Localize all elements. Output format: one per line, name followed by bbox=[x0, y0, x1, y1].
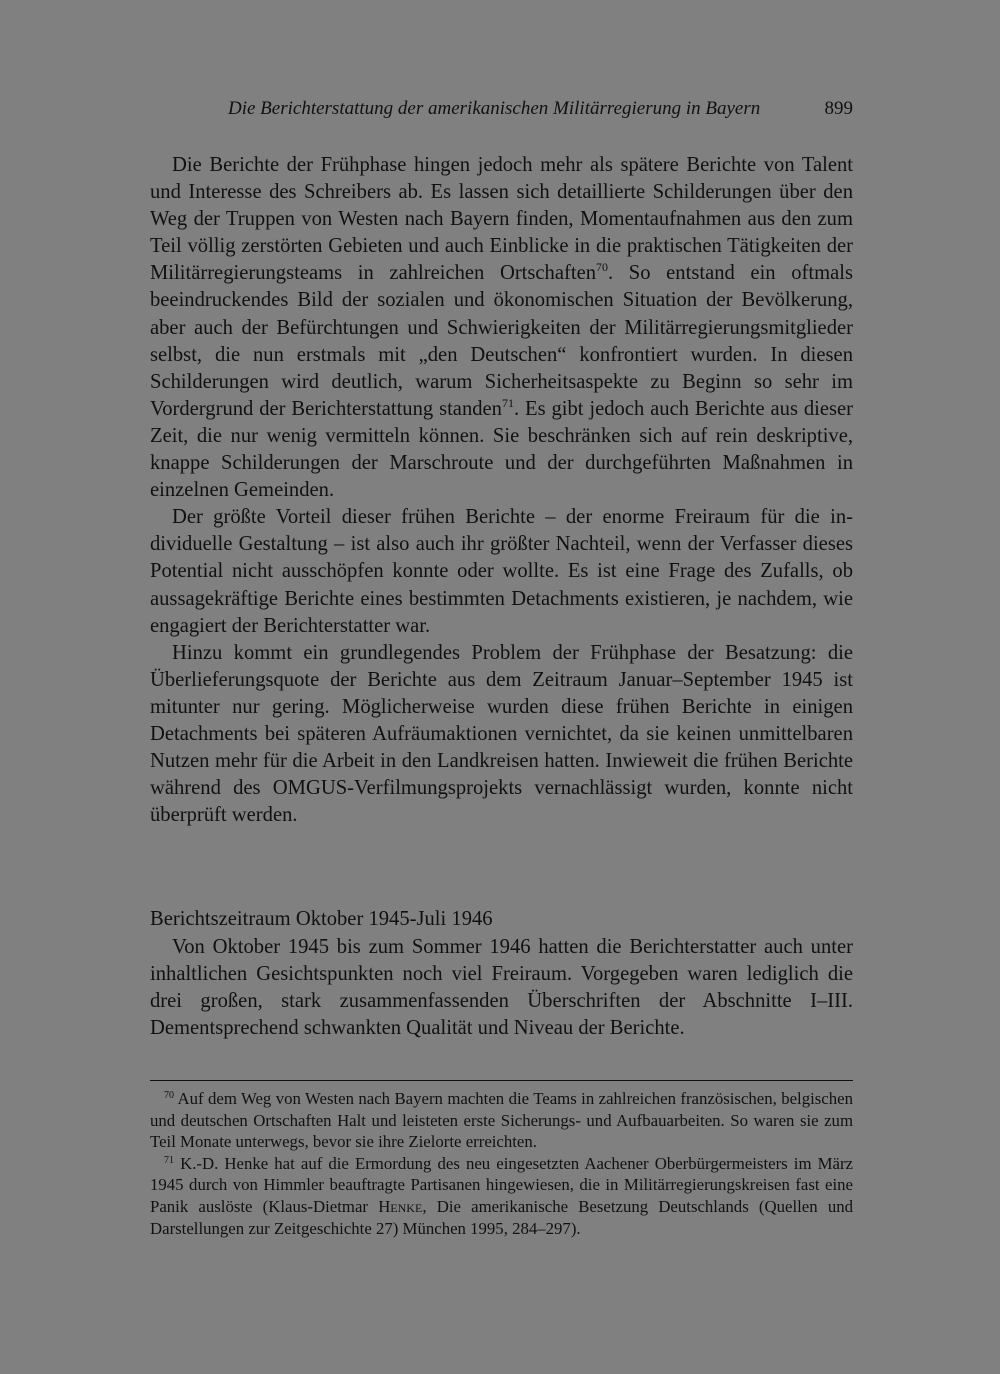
paragraph: Von Oktober 1945 bis zum Sommer 1946 hatten die Berichterstatter auch unter inhaltlichen Gesichtspunkten noch viel Freiraum. Vorgegeben waren lediglich die drei großen, stark zusammenfassenden Überschriften der Abschnitte I–III. Dementsprechend schwankten Qualität und Niveau der Berichte. bbox=[150, 936, 853, 1040]
paragraph-text: Die Berichte der Frühphase hingen jedoch mehr als spätere Berichte von Talent und Interesse des Schreibers ab. Es lassen sich detaillierte Schilderungen über den Weg der Truppen von Westen nach Bayern finden, Momentaufnahmen aus den zum Teil völlig zerstörten Gebieten und auch Einblicke in die praktischen Tätigkeiten der Militärregierungsteams in zahlreichen Ortschaften bbox=[150, 154, 853, 285]
paragraph-text: . Es gibt jedoch auch Berichte aus dieser Zeit, die nur wenig vermitteln können. Sie beschränken sich auf rein deskriptive, knappe Schilderungen der Marschroute und der durchgeführten Maßnahmen in einzelnen Gemeinden. bbox=[150, 397, 854, 502]
footnote bbox=[150, 1153, 853, 1239]
paragraph: Der größte Vorteil dieser frühen Berichte – der enorme Freiraum für die individuelle Gestaltung – ist also auch ihr größter Nachteil, wenn der Verfasser dieses Potential nicht ausschöpfen konnte oder wollte. Es ist eine Frage des Zufalls, ob aussagekräftige Berichte eines bestimmten Detachments existieren, je nachdem, wie engagiert der Berichterstatter war. bbox=[150, 506, 853, 637]
section-heading: Berichtszeitraum Oktober 1945-Juli 1946 bbox=[150, 908, 493, 930]
footnote-text: Auf dem Weg von Westen nach Bayern machten die Teams in zahlreichen französischen, belgischen und deutschen Ortschaften Halt und leisteten erste Sicherungs- und Aufbauarbeiten. So waren sie zum Teil Monate unterwegs, bevor sie ihre Zielorte erreichten. bbox=[150, 1089, 853, 1152]
author-name: Henke bbox=[378, 1196, 423, 1216]
main-text bbox=[150, 152, 853, 829]
footnote-divider bbox=[150, 1080, 853, 1081]
running-head bbox=[150, 98, 853, 124]
footnote bbox=[150, 1088, 853, 1153]
paragraph-text: . So entstand ein oftmals beeindruckendes Bild der sozialen und ökonomischen Situation der Bevölkerung, aber auch der Befürchtungen und Schwierigkeiten der Militärregierungsmitglieder selbst, die nun erstmals mit „den Deutschen“ konfrontiert wurden. In diesen Schilderungen wird deutlich, warum Sicherheitsaspekte zu Beginn so sehr im Vordergrund der Berichterstattung standen bbox=[150, 262, 853, 420]
footnote-text: K.-D. Henke hat auf die Ermordung des neu eingesetzten Aachener Oberbürgermeisters im März 1945 durch von Himmler beauftragte Partisanen hingewiesen, die in Militärregierungskreisen fast eine Panik auslöste (Klaus-Dietmar bbox=[150, 1153, 853, 1216]
footnote-number: 71 bbox=[164, 1154, 174, 1166]
footnote-reference: 71 bbox=[501, 395, 514, 410]
footnote-reference: 70 bbox=[596, 260, 609, 275]
page-number: 899 bbox=[824, 98, 853, 119]
footnote-text: , Die amerikanische Besetzung Deutschlands (Quellen und Darstellungen zur Zeitgeschichte 27) München 1995, 284–297). bbox=[150, 1196, 853, 1238]
section-text bbox=[150, 934, 853, 1042]
paragraph bbox=[150, 152, 853, 504]
running-title: Die Berichterstattung der amerikanischen Militärregierung in Bayern bbox=[228, 98, 761, 119]
footnote-number: 70 bbox=[164, 1090, 174, 1101]
footnotes bbox=[150, 1088, 853, 1239]
paragraph: Hinzu kommt ein grundlegendes Problem der Frühphase der Besatzung: die Überlieferungsquote der Berichte aus dem Zeitraum Januar–September 1945 ist mitunter nur gering. Möglicherweise wurden diese frühen Berichte in einigen Detachments bei späteren Aufräumaktionen vernichtet, da sie keinen unmittelbaren Nutzen mehr für die Arbeit in den Landkreisen hatten. Inwieweit die frühen Berichte während des OMGUS-Verfilmungsprojekts vernachlässigt wurden, konnte nicht überprüft werden. bbox=[150, 641, 853, 827]
